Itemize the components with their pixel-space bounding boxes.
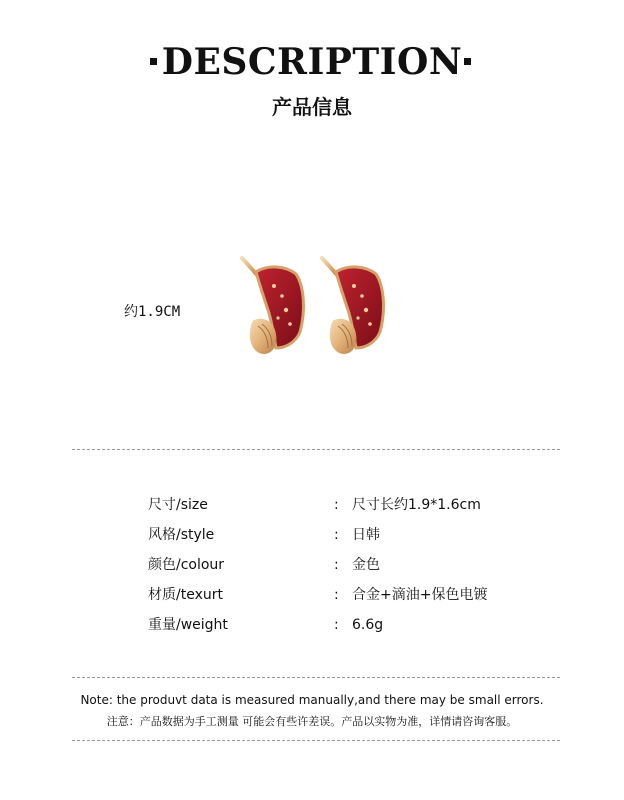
page-subtitle: 产品信息 [272, 95, 352, 119]
title-row [0, 38, 624, 86]
size-note: 约1.9CM [124, 304, 181, 320]
spec-label: 风格/style [148, 527, 215, 543]
spec-label: 颜色/colour [148, 557, 225, 573]
spec-row-material [148, 584, 568, 606]
page-title: DESCRIPTION [161, 41, 463, 83]
title-bullet-right [464, 58, 471, 65]
spec-colon: : [334, 617, 339, 633]
spec-row-colour [148, 554, 568, 576]
spec-label: 尺寸/size [148, 497, 208, 513]
spec-value: 金色 [352, 557, 380, 573]
spec-value: 合金+滴油+保色电镀 [352, 587, 488, 603]
divider-top [72, 449, 560, 450]
spec-row-style [148, 524, 568, 546]
spec-colon: : [334, 557, 339, 573]
note-chinese: 注意：产品数据为手工测量 可能会有些许差误。产品以实物为准，详情请咨询客服。 [106, 715, 518, 728]
spec-label: 重量/weight [148, 617, 228, 633]
earring-left [242, 258, 303, 354]
earring-right [322, 258, 383, 354]
spec-value: 6.6g [352, 617, 384, 633]
divider-middle [72, 677, 560, 678]
spec-row-size [148, 494, 568, 516]
spec-colon: : [334, 587, 339, 603]
spec-colon: : [334, 497, 339, 513]
spec-value: 尺寸长约1.9*1.6cm [352, 497, 481, 513]
spec-label: 材质/texurt [148, 587, 223, 603]
spec-row-weight [148, 614, 568, 636]
spec-colon: : [334, 527, 339, 543]
note-english: Note: the produvt data is measured manually,and there may be small errors. [80, 693, 544, 707]
earring-icon [228, 250, 404, 362]
spec-value: 日韩 [352, 527, 380, 543]
divider-bottom [72, 740, 560, 741]
